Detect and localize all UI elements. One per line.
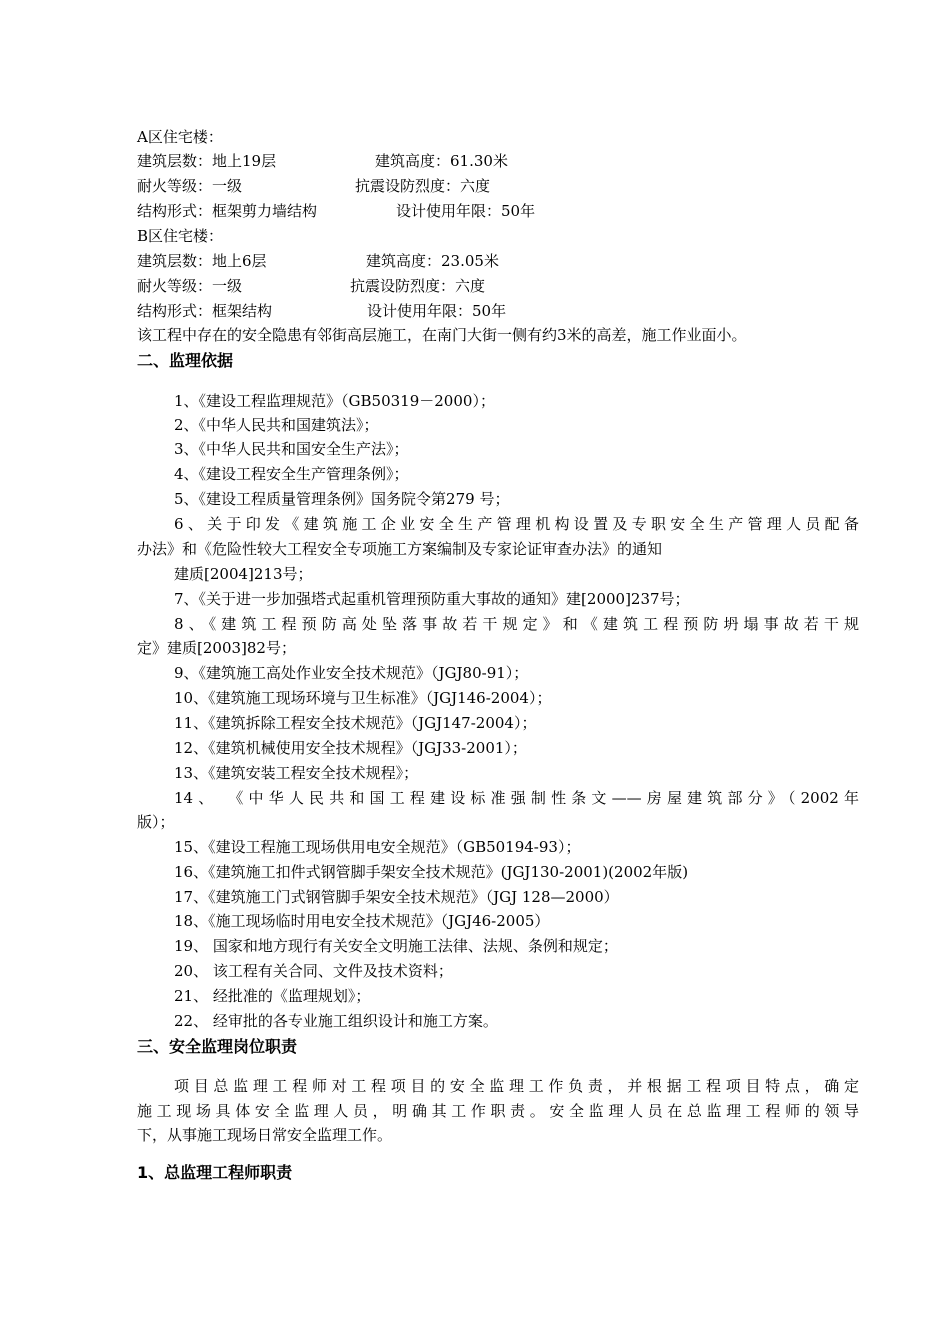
a-structure-row <box>137 200 535 222</box>
b-floors-row <box>137 250 499 272</box>
section-3-heading: 三、安全监理岗位职责 <box>137 1037 298 1056</box>
basis-item: 9、《建筑施工高处作业安全技术规范》（JGJ80-91）； <box>174 664 529 682</box>
basis-item: 11、《建筑拆除工程安全技术规范》（JGJ147-2004）； <box>174 714 537 732</box>
basis-item: 13、《建筑安装工程安全技术规程》； <box>174 764 419 782</box>
a-building-title: A区住宅楼： <box>137 128 223 146</box>
basis-item: 6、关于印发《建筑施工企业安全生产管理机构设置及专职安全生产管理人员配备 <box>174 515 859 533</box>
basis-item: 8、《建筑工程预防高处坠落事故若干规定》和《建筑工程预防坍塌事故若干规 <box>174 615 859 633</box>
basis-item: 10、《建筑施工现场环境与卫生标准》（JGJ146-2004）； <box>174 689 552 707</box>
b-building-title: B区住宅楼： <box>137 227 224 245</box>
basis-item: 1、《建设工程监理规范》（GB50319－2000）； <box>174 392 495 410</box>
basis-item: 17、《建筑施工门式钢管脚手架安全技术规范》（JGJ 128—2000） <box>174 888 619 906</box>
basis-item: 22、 经审批的各专业施工组织设计和施工方案。 <box>174 1012 498 1030</box>
a-seismic: 抗震设防烈度：六度 <box>355 177 491 195</box>
basis-item: 19、 国家和地方现行有关安全文明施工法律、法规、条例和规定； <box>174 937 618 955</box>
basis-item: 21、 经批准的《监理规划》； <box>174 987 371 1005</box>
section-2-heading: 二、监理依据 <box>137 351 234 370</box>
a-floors-row <box>137 150 508 172</box>
a-fire-row <box>137 175 490 197</box>
basis-item-continuation: 版）； <box>137 813 175 831</box>
hazard-note: 该工程中存在的安全隐患有邻街高层施工，在南门大街一侧有约3米的高差，施工作业面小。 <box>137 326 747 344</box>
b-fire-row <box>137 275 485 297</box>
basis-item-continuation: 办法》和《危险性较大工程安全专项施工方案编制及专家论证审查办法》的通知 <box>137 540 663 558</box>
a-structure: 结构形式：框架剪力墙结构 <box>137 202 318 220</box>
a-design-life: 设计使用年限：50年 <box>396 202 536 220</box>
b-fire-rating: 耐火等级：一级 <box>137 277 243 295</box>
basis-item: 20、 该工程有关合同、文件及技术资料； <box>174 962 453 980</box>
b-height: 建筑高度：23.05米 <box>366 252 499 270</box>
basis-item-continuation: 定》建质[2003]82号； <box>137 639 296 657</box>
basis-item-continuation: 建质[2004]213号； <box>174 565 313 583</box>
a-floors: 建筑层数：地上19层 <box>137 152 277 170</box>
b-floors: 建筑层数：地上6层 <box>137 252 267 270</box>
b-structure: 结构形式：框架结构 <box>137 302 273 320</box>
basis-item: 2、《中华人民共和国建筑法》； <box>174 416 379 434</box>
basis-item: 15、《建设工程施工现场供用电安全规范》（GB50194-93）； <box>174 838 581 856</box>
basis-item: 3、《中华人民共和国安全生产法》； <box>174 440 409 458</box>
basis-item: 7、《关于进一步加强塔式起重机管理预防重大事故的通知》建[2000]237号； <box>174 590 690 608</box>
a-fire-rating: 耐火等级：一级 <box>137 177 243 195</box>
responsibility-paragraph-line: 项目总监理工程师对工程项目的安全监理工作负责，并根据工程项目特点，确定 <box>174 1077 859 1095</box>
b-structure-row <box>137 300 506 322</box>
basis-item: 18、《施工现场临时用电安全技术规范》（JGJ46-2005） <box>174 912 550 930</box>
responsibility-paragraph-line: 施工现场具体安全监理人员，明确其工作职责。安全监理人员在总监理工程师的领导 <box>137 1102 859 1120</box>
chief-supervisor-duties-heading: 1、总监理工程师职责 <box>137 1163 293 1182</box>
basis-item: 16、《建筑施工扣件式钢管脚手架安全技术规范》(JGJ130-2001)(2002年版) <box>174 863 689 881</box>
basis-item: 5、《建设工程质量管理条例》国务院令第279 号； <box>174 490 510 508</box>
a-height: 建筑高度：61.30米 <box>375 152 508 170</box>
basis-item: 14、 《中华人民共和国工程建设标准强制性条文——房屋建筑部分》（2002年 <box>174 789 859 807</box>
b-seismic: 抗震设防烈度：六度 <box>350 277 486 295</box>
b-design-life: 设计使用年限：50年 <box>367 302 507 320</box>
responsibility-paragraph-line: 下，从事施工现场日常安全监理工作。 <box>137 1126 393 1144</box>
basis-item: 12、《建筑机械使用安全技术规程》（JGJ33-2001）； <box>174 739 527 757</box>
basis-item: 4、《建设工程安全生产管理条例》； <box>174 465 409 483</box>
